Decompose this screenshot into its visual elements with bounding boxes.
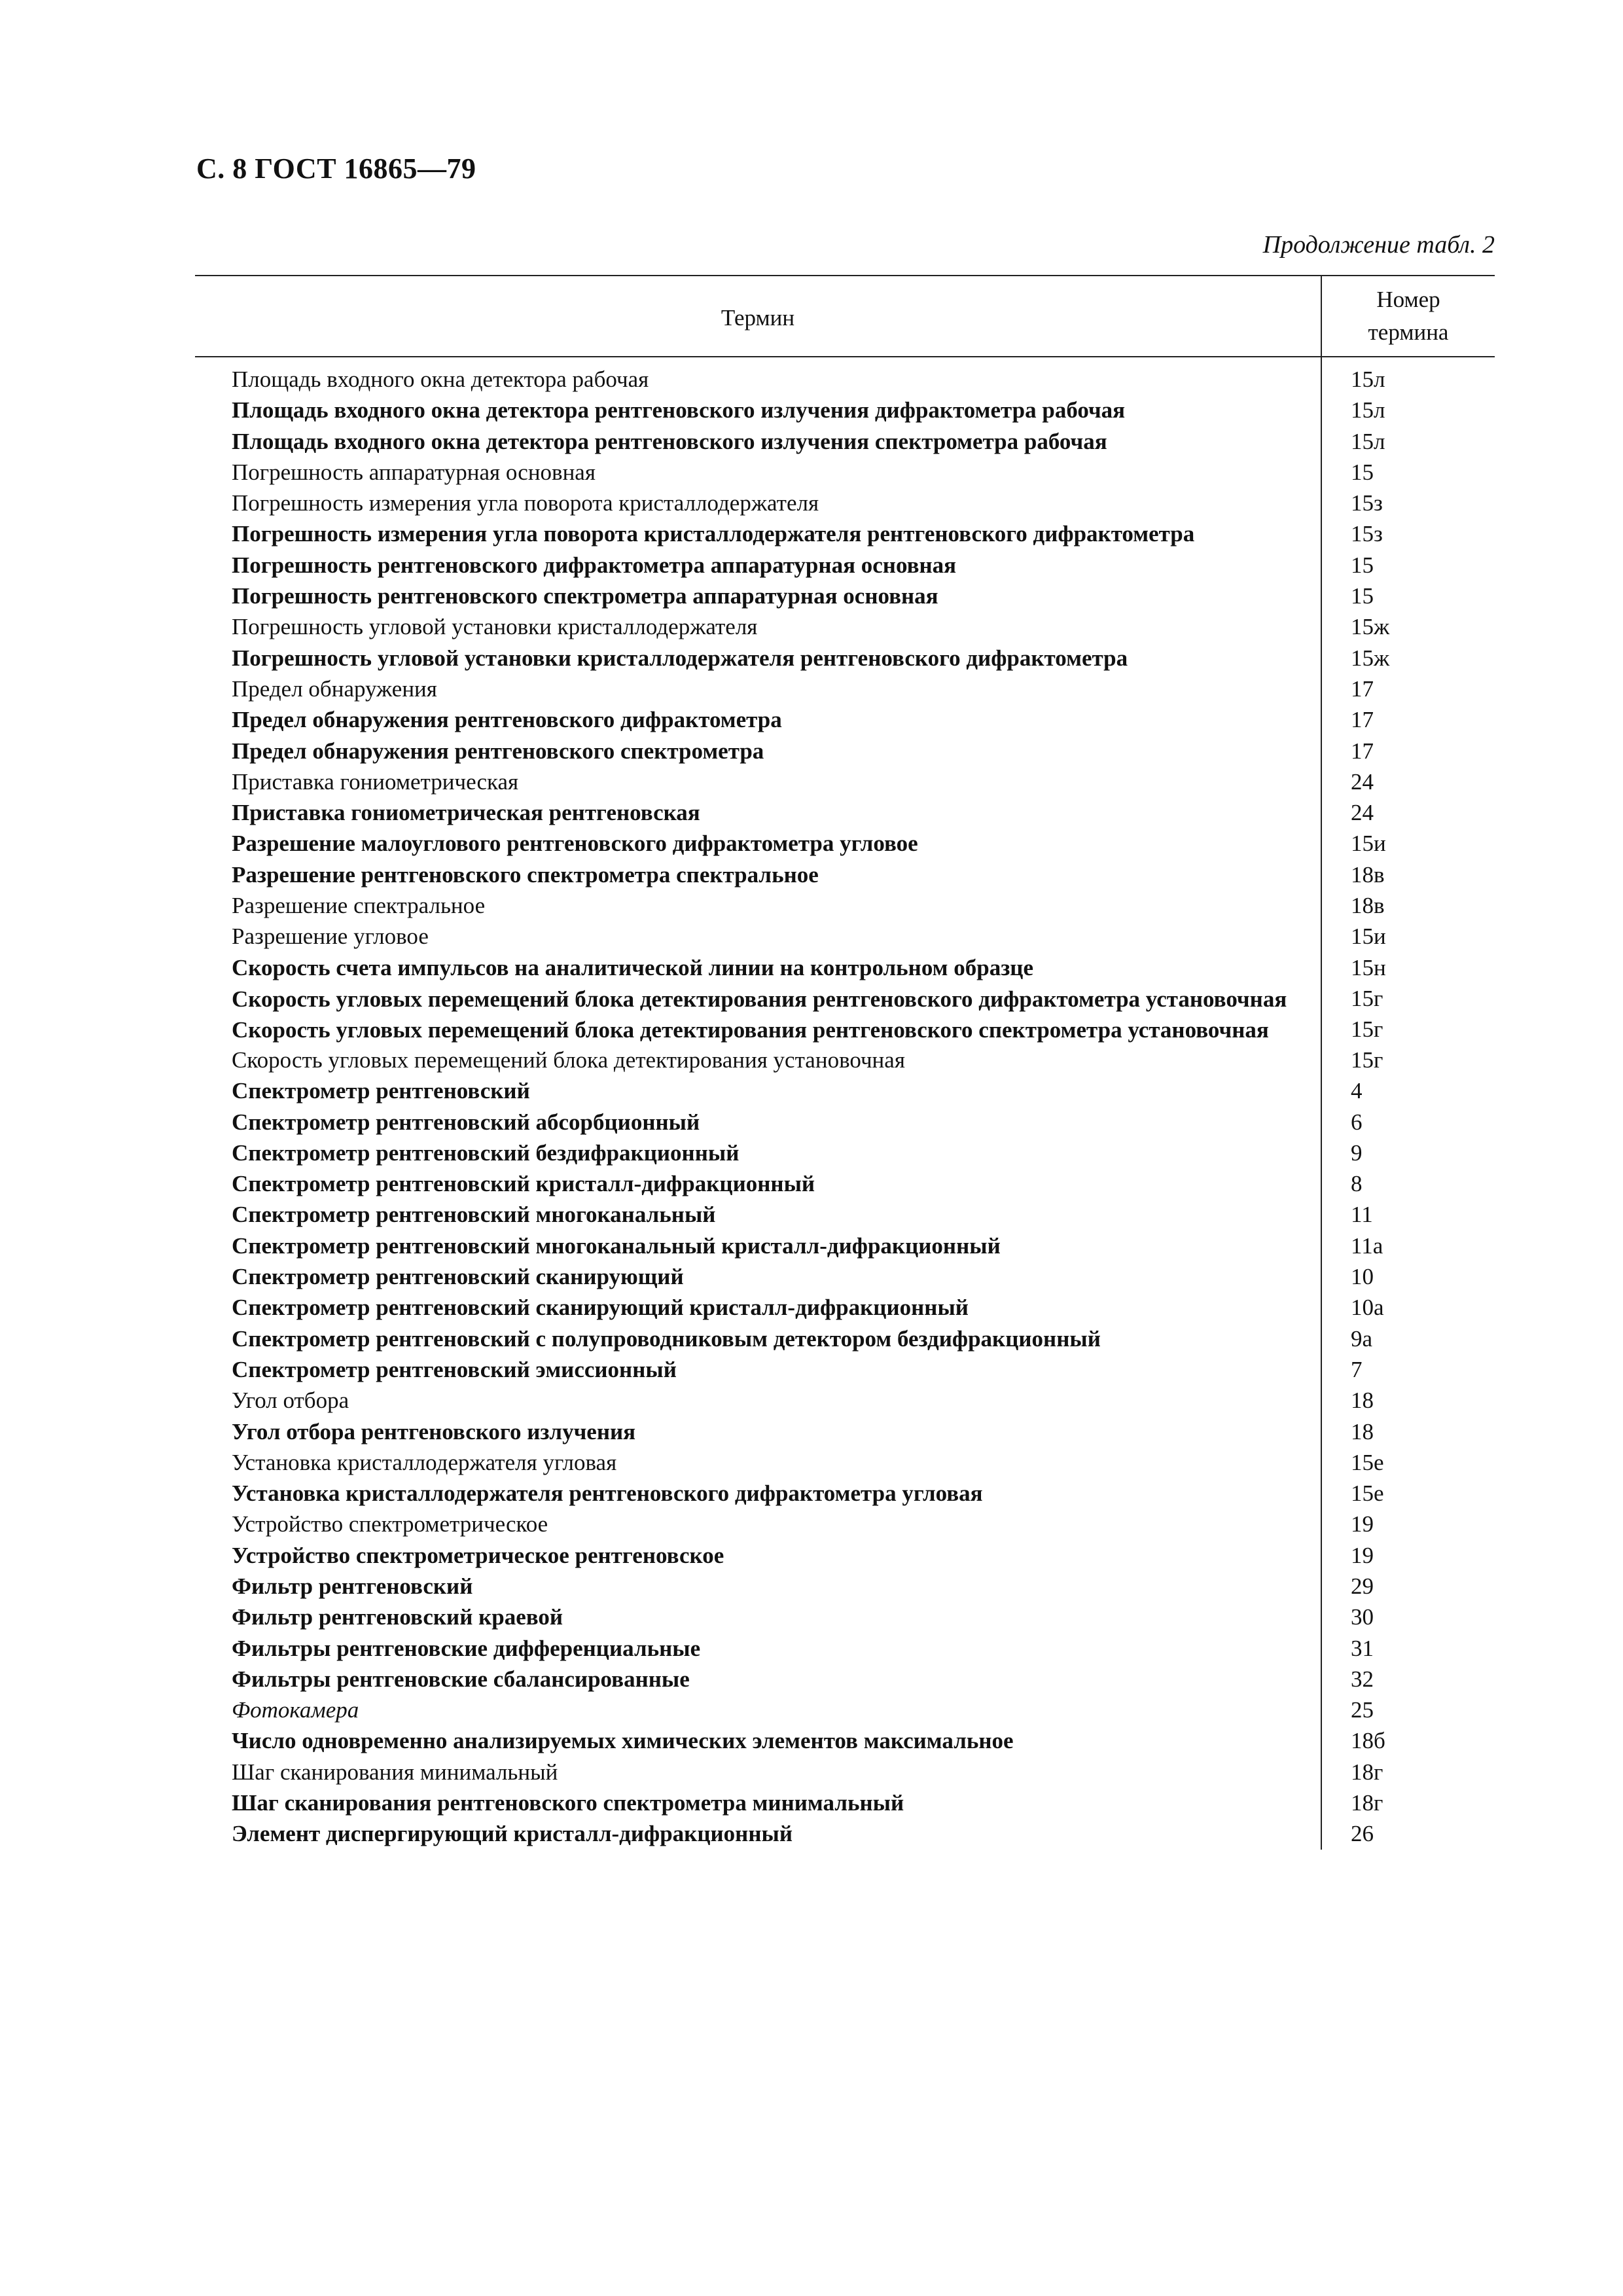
term-cell: Скорость угловых перемещений блока детектирования рентгеновского дифрактометра установочная bbox=[232, 986, 1287, 1012]
table-body bbox=[195, 357, 1495, 1850]
term-cell: Фильтр рентгеновский краевой bbox=[232, 1604, 563, 1630]
table-row bbox=[195, 983, 1495, 1014]
table-row bbox=[195, 859, 1495, 890]
term-number-cell: 11 bbox=[1351, 1202, 1373, 1228]
table-row bbox=[195, 1075, 1495, 1106]
term-cell: Разрешение рентгеновского спектрометра спектральное bbox=[232, 861, 819, 888]
term-number-cell: 10а bbox=[1351, 1295, 1384, 1321]
term-cell: Скорость угловых перемещений блока детектирования рентгеновского спектрометра установочная bbox=[232, 1016, 1269, 1043]
term-cell: Спектрометр рентгеновский эмиссионный bbox=[232, 1356, 677, 1382]
table-row bbox=[195, 1571, 1495, 1602]
term-cell: Угол отбора bbox=[232, 1388, 349, 1414]
term-cell: Число одновременно анализируемых химических элементов максимальное bbox=[232, 1728, 1014, 1754]
table-row bbox=[195, 1509, 1495, 1539]
table-row bbox=[195, 1416, 1495, 1447]
table-row bbox=[195, 611, 1495, 642]
table-row bbox=[195, 364, 1495, 395]
term-number-cell: 15з bbox=[1351, 490, 1383, 516]
term-cell: Погрешность рентгеновского спектрометра аппаратурная основная bbox=[232, 583, 938, 609]
table-row bbox=[195, 828, 1495, 859]
term-number-cell: 7 bbox=[1351, 1356, 1363, 1382]
term-cell: Разрешение угловое bbox=[232, 924, 429, 950]
term-number-cell: 15е bbox=[1351, 1449, 1384, 1475]
term-cell: Спектрометр рентгеновский bbox=[232, 1078, 530, 1104]
table-row bbox=[195, 395, 1495, 425]
term-number-cell: 25 bbox=[1351, 1697, 1374, 1723]
term-cell: Погрешность аппаратурная основная bbox=[232, 459, 596, 485]
term-number-cell: 17 bbox=[1351, 738, 1374, 764]
term-cell: Спектрометр рентгеновский абсорбционный bbox=[232, 1109, 700, 1135]
term-number-cell: 4 bbox=[1351, 1078, 1363, 1104]
table-row bbox=[195, 736, 1495, 766]
term-cell: Устройство спектрометрическое рентгеновское bbox=[232, 1542, 724, 1568]
term-cell: Элемент диспергирующий кристалл-дифракционный bbox=[232, 1821, 793, 1847]
term-number-cell: 8 bbox=[1351, 1171, 1363, 1197]
term-cell: Фильтры рентгеновские сбалансированные bbox=[232, 1666, 690, 1692]
term-number-cell: 18в bbox=[1351, 893, 1385, 919]
term-number-cell: 11а bbox=[1351, 1232, 1383, 1259]
term-cell: Спектрометр рентгеновский сканирующий bbox=[232, 1264, 684, 1290]
table-row bbox=[195, 1138, 1495, 1168]
table-row bbox=[195, 488, 1495, 518]
term-cell: Установка кристаллодержателя рентгеновского дифрактометра угловая bbox=[232, 1480, 983, 1507]
term-number-cell: 15ж bbox=[1351, 614, 1390, 640]
term-cell: Скорость счета импульсов на аналитической линии на контрольном образце bbox=[232, 954, 1033, 980]
term-number-cell: 15н bbox=[1351, 954, 1386, 980]
table-row bbox=[195, 1725, 1495, 1756]
term-number-cell: 15 bbox=[1351, 583, 1374, 609]
term-cell: Погрешность рентгеновского дифрактометра аппаратурная основная bbox=[232, 552, 957, 578]
table-row bbox=[195, 1818, 1495, 1849]
term-number-cell: 18г bbox=[1351, 1790, 1383, 1816]
table-row bbox=[195, 457, 1495, 488]
column-header-number bbox=[1321, 276, 1495, 356]
table-row bbox=[195, 1385, 1495, 1416]
table-row bbox=[195, 426, 1495, 457]
table-row bbox=[195, 643, 1495, 673]
term-cell: Предел обнаружения рентгеновского спектрометра bbox=[232, 738, 764, 764]
term-cell: Скорость угловых перемещений блока детектирования установочная bbox=[232, 1047, 905, 1073]
table-row bbox=[195, 550, 1495, 581]
term-cell: Фотокамера bbox=[232, 1697, 359, 1723]
term-number-cell: 24 bbox=[1351, 768, 1374, 795]
table-row bbox=[195, 1230, 1495, 1261]
table-row bbox=[195, 1478, 1495, 1509]
page-header: С. 8 ГОСТ 16865—79 bbox=[196, 152, 476, 185]
term-number-cell: 15л bbox=[1351, 397, 1385, 423]
term-number-cell: 18б bbox=[1351, 1728, 1385, 1754]
term-cell: Приставка гониометрическая рентгеновская bbox=[232, 800, 700, 826]
term-number-cell: 15и bbox=[1351, 831, 1386, 857]
table-row bbox=[195, 581, 1495, 611]
term-number-cell: 31 bbox=[1351, 1635, 1374, 1661]
term-number-cell: 15и bbox=[1351, 924, 1386, 950]
table-row bbox=[195, 518, 1495, 549]
table-row bbox=[195, 1199, 1495, 1230]
table-row bbox=[195, 921, 1495, 952]
term-number-cell: 18 bbox=[1351, 1388, 1374, 1414]
table-row bbox=[195, 1014, 1495, 1045]
term-number-cell: 17 bbox=[1351, 707, 1374, 733]
table-row bbox=[195, 1323, 1495, 1354]
term-cell: Шаг сканирования минимальный bbox=[232, 1759, 558, 1785]
term-number-cell: 9 bbox=[1351, 1139, 1363, 1166]
term-cell: Угол отбора рентгеновского излучения bbox=[232, 1418, 636, 1444]
table-row bbox=[195, 1107, 1495, 1138]
term-cell: Устройство спектрометрическое bbox=[232, 1511, 548, 1537]
term-cell: Погрешность измерения угла поворота кристаллодержателя bbox=[232, 490, 819, 516]
term-cell: Спектрометр рентгеновский бездифракционный bbox=[232, 1139, 740, 1166]
term-cell: Погрешность угловой установки кристаллодержателя рентгеновского дифрактометра bbox=[232, 645, 1128, 671]
table-continuation-label: Продолжение табл. 2 bbox=[1262, 231, 1495, 259]
term-cell: Спектрометр рентгеновский многоканальный кристалл-дифракционный bbox=[232, 1232, 1001, 1259]
term-cell: Спектрометр рентгеновский многоканальный bbox=[232, 1202, 716, 1228]
table-row bbox=[195, 1602, 1495, 1632]
term-number-cell: 15г bbox=[1351, 1016, 1383, 1042]
table-row bbox=[195, 1540, 1495, 1571]
table-header bbox=[195, 275, 1495, 357]
table-row bbox=[195, 1354, 1495, 1385]
table-row bbox=[195, 1757, 1495, 1787]
table-row bbox=[195, 704, 1495, 735]
term-cell: Фильтры рентгеновские дифференциальные bbox=[232, 1635, 701, 1661]
term-cell: Спектрометр рентгеновский кристалл-дифракционный bbox=[232, 1171, 815, 1197]
terms-index-table bbox=[195, 275, 1495, 1850]
term-cell: Площадь входного окна детектора рабочая bbox=[232, 367, 649, 392]
term-number-cell: 32 bbox=[1351, 1666, 1374, 1692]
term-number-cell: 15г bbox=[1351, 1047, 1383, 1073]
term-number-cell: 29 bbox=[1351, 1573, 1374, 1599]
term-number-cell: 15л bbox=[1351, 428, 1385, 454]
term-cell: Спектрометр рентгеновский с полупроводниковым детектором бездифракционный bbox=[232, 1325, 1101, 1352]
term-number-cell: 24 bbox=[1351, 800, 1374, 826]
table-row bbox=[195, 1292, 1495, 1323]
table-row bbox=[195, 797, 1495, 828]
term-number-cell: 26 bbox=[1351, 1821, 1374, 1847]
term-cell: Шаг сканирования рентгеновского спектрометра минимальный bbox=[232, 1790, 904, 1816]
column-header-term: Термин bbox=[721, 305, 795, 331]
column-header-number-line2: термина bbox=[1368, 319, 1449, 345]
term-number-cell: 15ж bbox=[1351, 645, 1390, 671]
term-number-cell: 18 bbox=[1351, 1418, 1374, 1444]
table-row bbox=[195, 1664, 1495, 1695]
term-cell: Погрешность угловой установки кристаллодержателя bbox=[232, 614, 758, 640]
term-cell: Установка кристаллодержателя угловая bbox=[232, 1449, 617, 1475]
term-number-cell: 15г bbox=[1351, 985, 1383, 1011]
column-header-number-line1: Номер bbox=[1376, 287, 1440, 312]
term-number-cell: 9а bbox=[1351, 1325, 1373, 1352]
table-row bbox=[195, 1045, 1495, 1075]
term-number-cell: 19 bbox=[1351, 1542, 1374, 1568]
term-cell: Погрешность измерения угла поворота кристаллодержателя рентгеновского дифрактометра bbox=[232, 521, 1195, 547]
term-number-cell: 18в bbox=[1351, 861, 1385, 888]
term-number-cell: 15з bbox=[1351, 521, 1383, 547]
table-row bbox=[195, 1633, 1495, 1664]
term-cell: Предел обнаружения рентгеновского дифрактометра bbox=[232, 707, 782, 733]
term-number-cell: 15е bbox=[1351, 1480, 1384, 1507]
term-cell: Предел обнаружения bbox=[232, 675, 437, 702]
term-number-cell: 19 bbox=[1351, 1511, 1374, 1537]
term-cell: Спектрометр рентгеновский сканирующий кристалл-дифракционный bbox=[232, 1295, 969, 1321]
table-row bbox=[195, 1695, 1495, 1725]
table-row bbox=[195, 1787, 1495, 1818]
table-row bbox=[195, 1261, 1495, 1292]
term-cell: Разрешение малоуглового рентгеновского дифрактометра угловое bbox=[232, 831, 918, 857]
term-number-cell: 6 bbox=[1351, 1109, 1363, 1135]
term-number-cell: 15л bbox=[1351, 367, 1385, 392]
table-row bbox=[195, 766, 1495, 797]
term-number-cell: 30 bbox=[1351, 1604, 1374, 1630]
table-row bbox=[195, 1168, 1495, 1199]
term-cell: Площадь входного окна детектора рентгеновского излучения спектрометра рабочая bbox=[232, 428, 1107, 454]
table-row bbox=[195, 952, 1495, 983]
table-row bbox=[195, 890, 1495, 921]
term-number-cell: 15 bbox=[1351, 459, 1374, 485]
term-number-cell: 18г bbox=[1351, 1759, 1383, 1785]
table-row bbox=[195, 1447, 1495, 1478]
term-cell: Фильтр рентгеновский bbox=[232, 1573, 473, 1599]
term-cell: Площадь входного окна детектора рентгеновского излучения дифрактометра рабочая bbox=[232, 397, 1126, 423]
term-number-cell: 15 bbox=[1351, 552, 1374, 578]
table-row bbox=[195, 673, 1495, 704]
term-cell: Приставка гониометрическая bbox=[232, 768, 519, 795]
term-number-cell: 10 bbox=[1351, 1264, 1374, 1290]
term-number-cell: 17 bbox=[1351, 675, 1374, 702]
term-cell: Разрешение спектральное bbox=[232, 893, 486, 919]
